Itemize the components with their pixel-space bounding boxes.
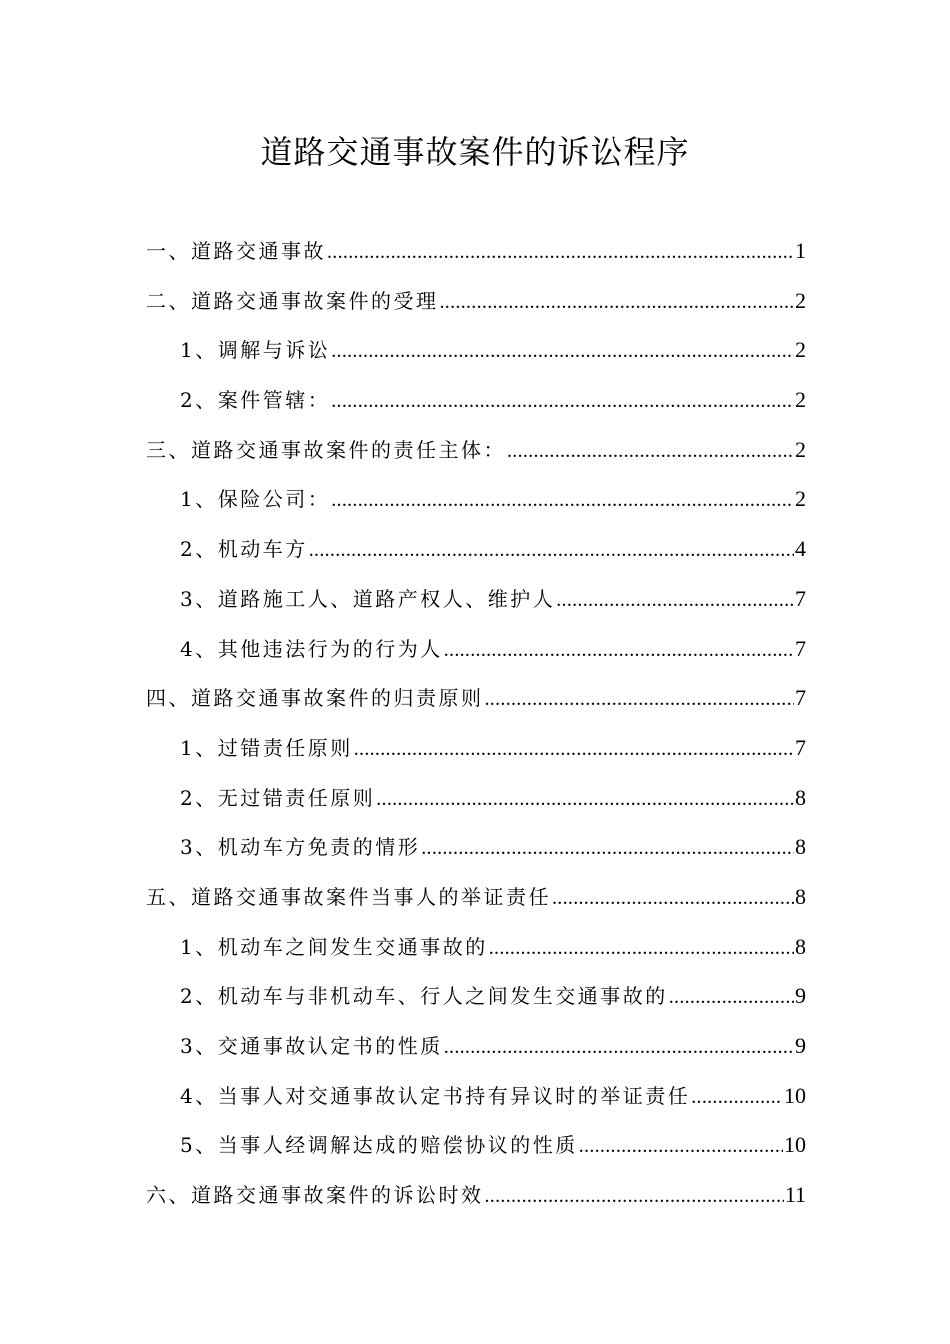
toc-dot-leader: [552, 874, 794, 924]
toc-entry-label: 六、道路交通事故案件的诉讼时效: [146, 1183, 484, 1208]
toc-entry-label: 一、道路交通事故: [146, 239, 326, 263]
toc-page-number: 7: [795, 635, 806, 661]
toc-page-number: 9: [795, 983, 806, 1009]
toc-page-number: 2: [795, 436, 806, 462]
toc-entry[interactable]: [146, 226, 806, 276]
table-of-contents: [146, 226, 806, 1220]
toc-page-number: 7: [795, 734, 806, 760]
toc-entry-label: 2、机动车与非机动车、行人之间发生交通事故的: [180, 984, 668, 1009]
toc-entry-label: 3、道路施工人、道路产权人、维护人: [180, 586, 556, 611]
toc-entry-label: 1、机动车之间发生交通事故的: [180, 934, 488, 959]
toc-page-number: 8: [795, 784, 806, 810]
toc-entry[interactable]: [146, 922, 806, 972]
toc-entry-label: 1、调解与诉讼: [180, 338, 331, 363]
toc-page-number: 8: [795, 933, 806, 959]
document-title: 道路交通事故案件的诉讼程序: [260, 133, 690, 171]
toc-dot-leader: [331, 476, 794, 526]
toc-entry-label: 2、案件管辖：: [180, 388, 331, 413]
toc-page-number: 8: [795, 883, 806, 909]
toc-dot-leader: [556, 576, 794, 626]
toc-entry[interactable]: [146, 723, 806, 773]
toc-dot-leader: [485, 675, 795, 725]
toc-entry[interactable]: [146, 1071, 806, 1121]
toc-entry-label: 三、道路交通事故案件的责任主体：: [146, 437, 506, 462]
toc-entry-label: 五、道路交通事故案件当事人的举证责任: [146, 884, 551, 909]
toc-page-number: 1: [795, 238, 806, 263]
toc-entry[interactable]: [146, 1021, 806, 1071]
toc-entry-label: 四、道路交通事故案件的归责原则: [146, 686, 484, 711]
toc-entry[interactable]: [146, 1120, 806, 1170]
toc-entry[interactable]: [146, 425, 806, 475]
toc-entry[interactable]: [146, 822, 806, 872]
toc-entry-label: 2、机动车方: [180, 537, 308, 562]
toc-entry-label: 二、道路交通事故案件的受理: [146, 288, 439, 313]
toc-page-number: 7: [795, 585, 806, 611]
toc-page-number: 4: [795, 536, 806, 562]
toc-entry[interactable]: [146, 276, 806, 326]
toc-entry[interactable]: [146, 574, 806, 624]
toc-page-number: 2: [795, 387, 806, 413]
toc-entry[interactable]: [146, 524, 806, 574]
toc-dot-leader: [444, 1023, 794, 1073]
toc-page-number: 2: [795, 337, 806, 363]
toc-dot-leader: [489, 924, 794, 974]
toc-dot-leader: [327, 228, 794, 278]
toc-dot-leader: [669, 973, 794, 1023]
toc-page-number: 2: [795, 287, 806, 313]
toc-entry-label: 4、其他违法行为的行为人: [180, 636, 443, 661]
toc-page-number: 10: [784, 1132, 806, 1158]
toc-dot-leader: [485, 1172, 784, 1222]
toc-entry[interactable]: [146, 872, 806, 922]
toc-entry-label: 3、交通事故认定书的性质: [180, 1034, 443, 1058]
toc-entry[interactable]: [146, 773, 806, 823]
toc-entry-label: 1、过错责任原则: [180, 735, 353, 760]
toc-dot-leader: [354, 725, 794, 775]
toc-entry[interactable]: [146, 1170, 806, 1220]
toc-dot-leader: [421, 824, 794, 874]
toc-page-number: 9: [795, 1033, 806, 1058]
toc-entry[interactable]: [146, 673, 806, 723]
toc-dot-leader: [331, 377, 794, 427]
toc-entry[interactable]: [146, 624, 806, 674]
toc-page-number: 8: [795, 834, 806, 860]
toc-dot-leader: [376, 775, 794, 825]
toc-dot-leader: [309, 526, 794, 576]
toc-entry[interactable]: [146, 325, 806, 375]
toc-entry-label: 2、无过错责任原则: [180, 785, 376, 810]
toc-page-number: 11: [784, 1182, 806, 1208]
toc-page-number: 7: [795, 685, 806, 711]
toc-entry[interactable]: [146, 971, 806, 1021]
toc-entry-label: 3、机动车方免责的情形: [180, 835, 421, 860]
toc-dot-leader: [444, 626, 794, 676]
toc-entry-label: 1、保险公司：: [180, 487, 331, 512]
toc-dot-leader: [507, 427, 794, 477]
toc-entry-label: 5、当事人经调解达成的赔偿协议的性质: [180, 1133, 578, 1158]
toc-entry[interactable]: [146, 474, 806, 524]
toc-entry-label: 4、当事人对交通事故认定书持有异议时的举证责任: [180, 1083, 691, 1108]
toc-page-number: 10: [784, 1082, 806, 1108]
toc-dot-leader: [331, 327, 794, 377]
toc-dot-leader: [691, 1073, 783, 1123]
toc-dot-leader: [440, 278, 795, 328]
toc-entry[interactable]: [146, 375, 806, 425]
toc-dot-leader: [579, 1122, 783, 1172]
toc-page-number: 2: [795, 486, 806, 512]
